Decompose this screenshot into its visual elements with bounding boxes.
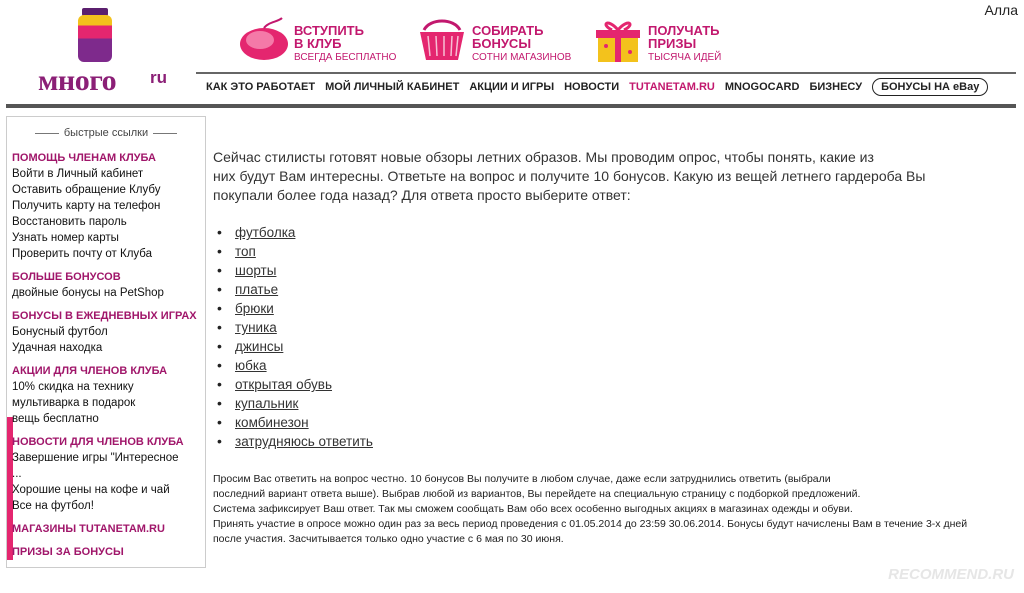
answer-option[interactable]: • комбинезон xyxy=(235,413,1003,432)
sidebar-group xyxy=(12,151,201,262)
promo-subtitle: ТЫСЯЧА ИДЕЙ xyxy=(648,52,722,63)
nav-how-it-works[interactable]: КАК ЭТО РАБОТАЕТ xyxy=(206,81,316,93)
sidebar-link[interactable]: Хорошие цены на кофе и чай xyxy=(12,484,170,496)
sidebar-link[interactable]: ... xyxy=(12,468,22,480)
nav-business[interactable]: БИЗНЕСУ xyxy=(809,81,863,93)
sidebar-link[interactable]: Узнать номер карты xyxy=(12,232,119,244)
gift-box-icon xyxy=(592,16,644,64)
user-name[interactable]: Алла xyxy=(984,2,1018,18)
survey-question: Сейчас стилисты готовят новые обзоры летних образов. Мы проводим опрос, чтобы понять, какие из них будут Вам интересны. Ответьте на вопрос и получите 10 бонусов. Какую из вещей летнего гардероба Вы покупали более года назад? Для ответа просто выберите ответ: xyxy=(213,149,926,203)
sidebar-group xyxy=(12,364,201,427)
jar-logo-icon xyxy=(78,8,112,62)
sidebar-group xyxy=(12,435,201,514)
sidebar-group-heading[interactable]: БОНУСЫ В ЕЖЕДНЕВНЫХ ИГРАХ xyxy=(12,310,197,322)
watermark: RECOMMEND.RU xyxy=(888,566,1014,583)
shopping-basket-icon xyxy=(416,16,468,64)
sidebar-link[interactable]: Оставить обращение Клубу xyxy=(12,184,161,196)
sidebar-link[interactable]: Войти в Личный кабинет xyxy=(12,168,144,180)
answer-option[interactable]: • шорты xyxy=(235,261,1003,280)
logo-text: много xyxy=(38,64,117,97)
promo-subtitle: ВСЕГДА БЕСПЛАТНО xyxy=(294,52,397,63)
sidebar-link[interactable]: Получить карту на телефон xyxy=(12,200,161,212)
sidebar-group xyxy=(12,545,201,560)
sidebar-group xyxy=(12,522,201,537)
nav-my-account[interactable]: МОЙ ЛИЧНЫЙ КАБИНЕТ xyxy=(325,81,460,93)
sidebar-group-heading[interactable]: МАГАЗИНЫ TUTANETAM.RU xyxy=(12,523,165,535)
answer-option[interactable]: • джинсы xyxy=(235,337,1003,356)
answer-option[interactable]: • платье xyxy=(235,280,1003,299)
answer-option[interactable]: • топ xyxy=(235,242,1003,261)
nav-ebay-bonuses[interactable]: БОНУСЫ НА eBay xyxy=(872,78,988,96)
sidebar-link[interactable]: 10% скидка на технику xyxy=(12,381,134,393)
promo-title: ВСТУПИТЬ В КЛУБ xyxy=(294,23,364,51)
sidebar-title: быстрые ссылки xyxy=(7,127,205,139)
survey-notes: Просим Вас ответить на вопрос честно. 10 бонусов Вы получите в любом случае, даже если затруднились ответить (выбрали последний вариант ответа выше). Выбрав любой из вариантов, Вы перейдете на специальную страницу с подборкой предложений. Система зафиксирует Ваш ответ. Так мы сможем сообщать Вам обо всех особенно выгодных акциях в магазинах одежды и обуви. Принять участие в опросе можно один раз за весь период проведения с 01.05.2014 до 23:59 30.06.2014. Бонусы будут начислены Вам в течение 3-х дней после участия. Засчитывается только одно участие с 6 мая по 30 июня. xyxy=(213,473,968,545)
promo-subtitle: СОТНИ МАГАЗИНОВ xyxy=(472,52,572,63)
answer-option[interactable]: • брюки xyxy=(235,299,1003,318)
sidebar-link[interactable]: Бонусный футбол xyxy=(12,326,108,338)
sidebar-group-heading[interactable]: ПОМОЩЬ ЧЛЕНАМ КЛУБА xyxy=(12,152,156,164)
quick-links-sidebar xyxy=(6,116,206,568)
answer-option[interactable]: • затрудняюсь ответить xyxy=(235,432,1003,451)
sidebar-link[interactable]: двойные бонусы на PetShop xyxy=(12,287,164,299)
answer-option[interactable]: • туника xyxy=(235,318,1003,337)
sidebar-group-heading[interactable]: НОВОСТИ ДЛЯ ЧЛЕНОВ КЛУБА xyxy=(12,436,184,448)
sidebar-group-heading[interactable]: АКЦИИ ДЛЯ ЧЛЕНОВ КЛУБА xyxy=(12,365,168,377)
answer-option[interactable]: • купальник xyxy=(235,394,1003,413)
survey-content xyxy=(213,148,1003,547)
promo-title: ПОЛУЧАТЬ ПРИЗЫ xyxy=(648,23,720,51)
nav-tutanetam[interactable]: TUTANETAM.RU xyxy=(629,81,715,93)
sidebar-link[interactable]: Проверить почту от Клуба xyxy=(12,248,153,260)
sidebar-group-heading[interactable]: БОЛЬШЕ БОНУСОВ xyxy=(12,271,121,283)
sidebar-links xyxy=(12,151,201,568)
sidebar-group xyxy=(12,270,201,301)
answer-options xyxy=(213,223,1003,451)
nav-promos-games[interactable]: АКЦИИ И ИГРЫ xyxy=(469,81,555,93)
main-nav xyxy=(206,78,988,96)
site-logo[interactable] xyxy=(38,8,178,98)
sidebar-link[interactable]: Удачная находка xyxy=(12,342,103,354)
header-rule xyxy=(6,104,1016,108)
sidebar-link[interactable]: Завершение игры "Интересное xyxy=(12,452,179,464)
sidebar-link[interactable]: мультиварка в подарок xyxy=(12,397,136,409)
logo-suffix: ru xyxy=(150,68,167,87)
sidebar-link[interactable]: Все на футбол! xyxy=(12,500,94,512)
answer-option[interactable]: • юбка xyxy=(235,356,1003,375)
answer-option[interactable]: • футболка xyxy=(235,223,1003,242)
nav-news[interactable]: НОВОСТИ xyxy=(564,81,620,93)
nav-divider xyxy=(196,72,1016,74)
sidebar-link[interactable]: Восстановить пароль xyxy=(12,216,127,228)
pink-mouse-icon xyxy=(238,16,290,64)
sidebar-group xyxy=(12,309,201,356)
promo-title: СОБИРАТЬ БОНУСЫ xyxy=(472,23,544,51)
sidebar-link[interactable]: вещь бесплатно xyxy=(12,413,99,425)
answer-option[interactable]: • открытая обувь xyxy=(235,375,1003,394)
sidebar-group-heading[interactable]: ПРИЗЫ ЗА БОНУСЫ xyxy=(12,546,124,558)
nav-mnogocard[interactable]: MNOGOCARD xyxy=(724,81,800,93)
